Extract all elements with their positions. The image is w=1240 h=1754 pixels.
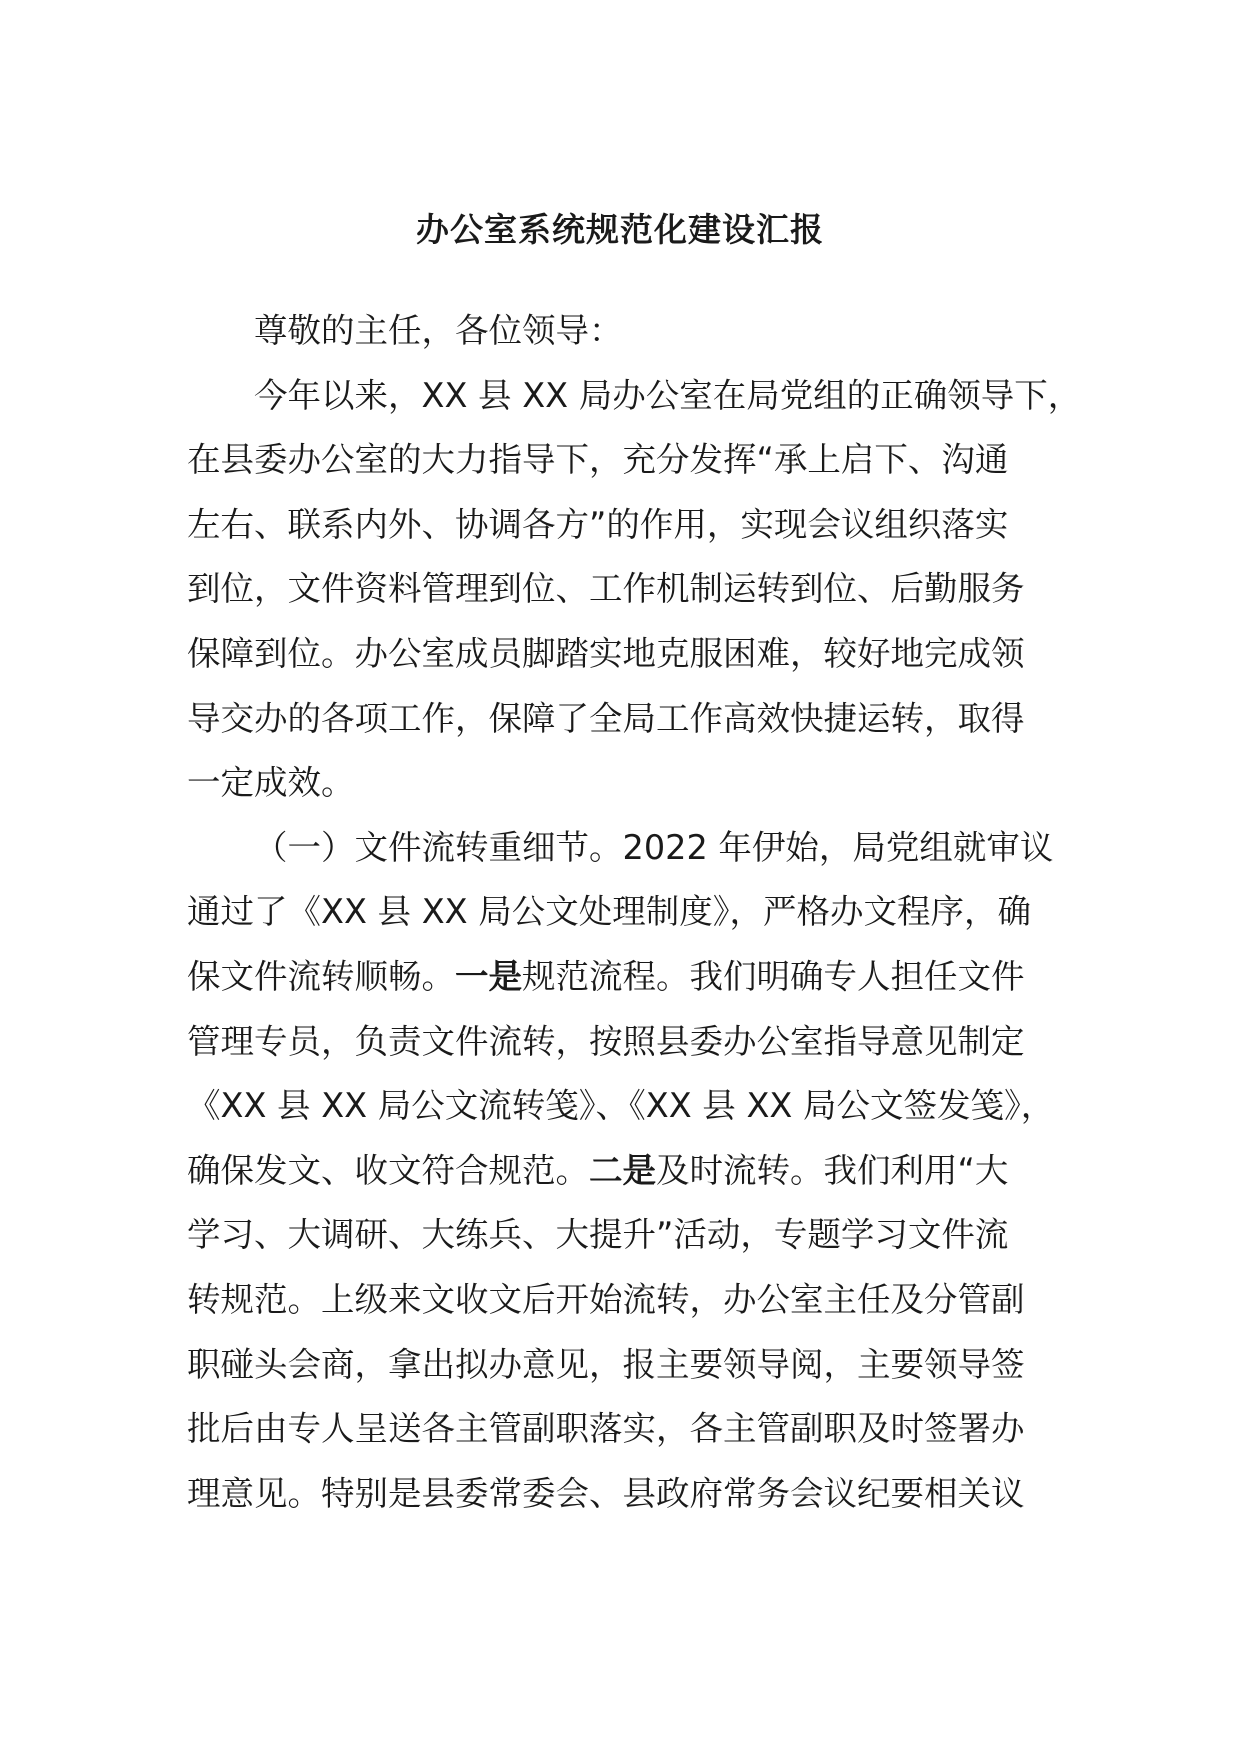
paragraph-line: [187, 1462, 1067, 1527]
text-run: 学习、大调研、大练兵、大提升”活动，专题学习文件流: [187, 1215, 1009, 1255]
paragraph-line: [187, 687, 1067, 752]
text-run: 一定成效。: [187, 763, 355, 803]
text-run: 左右、联系内外、协调各方”的作用，实现会议组织落实: [187, 504, 1009, 544]
bold-text: 一是: [455, 956, 522, 996]
paragraph-line: [187, 622, 1067, 687]
bold-text: 二是: [589, 1150, 656, 1190]
text-run: 在县委办公室的大力指导下，充分发挥“承上启下、沟通: [187, 440, 1009, 480]
paragraph-line: [187, 557, 1067, 622]
text-run: 保文件流转顺畅。: [187, 956, 455, 996]
text-run: 职碰头会商，拿出拟办意见，报主要领导阅，主要领导签: [187, 1344, 1025, 1384]
text-run: 到位，文件资料管理到位、工作机制运转到位、后勤服务: [187, 569, 1025, 609]
paragraph-line: [187, 1074, 1067, 1139]
paragraph-line: [187, 1397, 1067, 1462]
text-run: 规范流程。我们明确专人担任文件: [522, 956, 1025, 996]
text-run: 通过了《XX 县 XX 局公文处理制度》，严格办文程序，确: [187, 892, 1031, 932]
text-run: 《XX 县 XX 局公文流转笺》、《XX 县 XX 局公文签发笺》，: [187, 1086, 1055, 1126]
text-run: （一）文件流转重细节。2022 年伊始，局党组就审议: [254, 827, 1054, 867]
paragraph-line: [187, 364, 1082, 429]
text-run: 理意见。特别是县委常委会、县政府常务会议纪要相关议: [187, 1473, 1025, 1513]
paragraph-line: [187, 1010, 1067, 1075]
paragraph-line: [187, 1333, 1067, 1398]
paragraph-line: [187, 1268, 1067, 1333]
paragraph-line: [187, 1203, 1067, 1268]
text-run: 今年以来，XX 县 XX 局办公室在局党组的正确领导下，: [254, 375, 1082, 415]
text-run: 转规范。上级来文收文后开始流转，办公室主任及分管副: [187, 1279, 1025, 1319]
text-run: 及时流转。我们利用“大: [656, 1150, 1009, 1190]
document-title: 办公室系统规范化建设汇报: [416, 210, 824, 249]
paragraph-line: [187, 1139, 1067, 1204]
document-body: [187, 299, 1082, 1526]
text-run: 批后由专人呈送各主管副职落实，各主管副职及时签署办: [187, 1409, 1025, 1449]
text-run: 确保发文、收文符合规范。: [187, 1150, 589, 1190]
text-run: 管理专员，负责文件流转，按照县委办公室指导意见制定: [187, 1021, 1025, 1061]
paragraph-line: [187, 880, 1067, 945]
paragraph-line: [187, 299, 1067, 364]
paragraph-line: [187, 428, 1067, 493]
paragraph-line: [187, 945, 1067, 1010]
text-run: 保障到位。办公室成员脚踏实地克服困难，较好地完成领: [187, 633, 1025, 673]
text-run: 导交办的各项工作，保障了全局工作高效快捷运转，取得: [187, 698, 1025, 738]
text-run: 尊敬的主任，各位领导：: [254, 311, 623, 350]
paragraph-line: [187, 816, 1067, 881]
paragraph-line: [187, 751, 1067, 816]
paragraph-line: [187, 493, 1067, 558]
